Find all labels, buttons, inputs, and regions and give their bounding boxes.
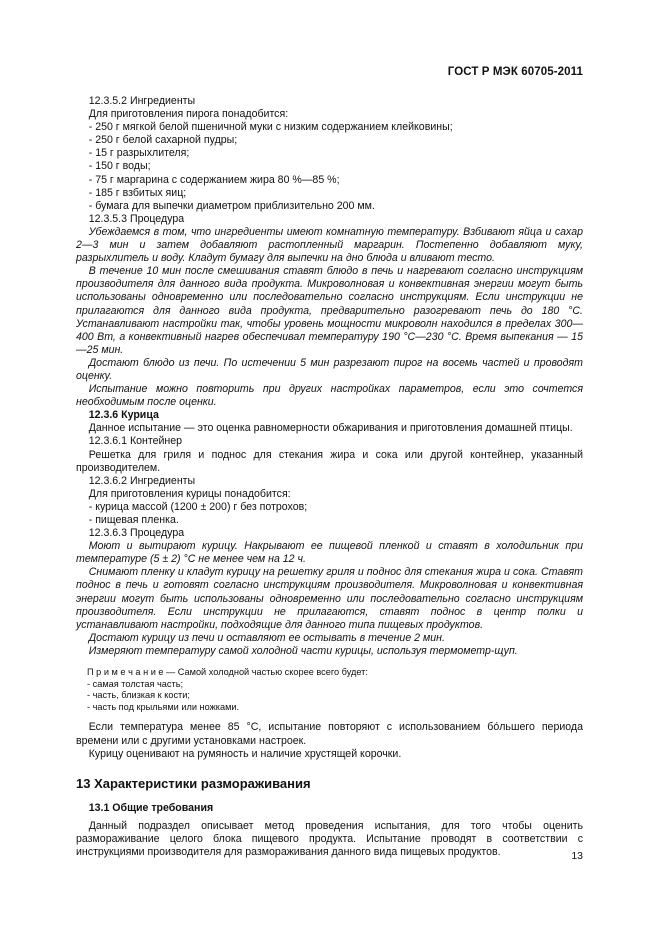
list-item: - 185 г взбитых яиц;: [88, 186, 187, 199]
paragraph: Для приготовления пирога понадобится:: [88, 108, 289, 121]
paragraph: Убеждаемся в том, что ингредиенты имеют комнатную температуру. Взбивают яйца и сахар 2—3 мин и затем добавляют растопленный маргарин. Постепенно добавляют муку, разрыхлитель и воду. Кладут бумагу для выпечки на дно блюда и вливают тесто.: [76, 225, 583, 265]
chapter-heading: 13 Характеристики размораживания: [76, 775, 311, 791]
standard-header: ГОСТ Р МЭК 60705-2011: [447, 66, 583, 78]
subsection-heading: 12.3.6.2 Ингредиенты: [88, 474, 196, 487]
list-item: - бумага для выпечки диаметром приблизительно 200 мм.: [88, 199, 375, 212]
paragraph: Испытание можно повторить при других настройках параметров, если это сочтется необходимым после оценки.: [76, 383, 583, 409]
list-item: - 75 г маргарина с содержанием жира 80 %—85 %;: [88, 173, 340, 186]
paragraph: Для приготовления курицы понадобится:: [88, 487, 291, 500]
paragraph: Данный подраздел описывает метод проведения испытания, для того чтобы оценить размораживание целого блока пищевого продукта. Испытание проводят в соответствии с инструкциями производителя для размораживания данного вида пищевых продуктов.: [76, 819, 583, 859]
note-title: П р и м е ч а н и е — Самой холодной частью скорее всего будет:: [87, 667, 368, 678]
subsection-heading: 12.3.5.3 Процедура: [88, 212, 185, 225]
list-item: - 150 г воды;: [88, 160, 151, 173]
note-item: - часть под крыльями или ножками.: [87, 701, 240, 712]
paragraph: Решетка для гриля и поднос для стекания жира и сока или другой контейнер, указанный производителем.: [76, 448, 583, 474]
subsection-heading: 12.3.6.1 Контейнер: [88, 435, 183, 448]
paragraph: Моют и вытирают курицу. Накрывают ее пищевой пленкой и ставят в холодильник при температуре (5 ± 2) °C не менее чем на 12 ч.: [76, 540, 583, 566]
paragraph: Снимают пленку и кладут курицу на решетку гриля и поднос для стекания жира и сока. Ставят поднос в печь и готовят согласно инструкциям производителя. Микроволновая и конвективная энергии могут быть использованы одновременно или последовательно согласно инструкциям производителя. Если инструкции не прилагаются, ставят поднос в центр полки и устанавливают настройки, подходящие для данного типа пищевых продуктов.: [76, 566, 583, 631]
subsection-heading: 12.3.5.2 Ингредиенты: [88, 95, 196, 107]
note-item: - самая толстая часть;: [87, 678, 184, 689]
subsection-heading: 12.3.6.3 Процедура: [88, 527, 185, 540]
page-content: [76, 95, 583, 859]
note-item: - часть, близкая к кости;: [87, 690, 190, 701]
section-heading: 12.3.6 Курица: [88, 409, 159, 422]
paragraph: Достают блюдо из печи. По истечении 5 мин разрезают пирог на восемь частей и проводят оценку.: [76, 356, 583, 382]
paragraph: Достают курицу из печи и оставляют ее остывать в течение 2 мин.: [88, 631, 445, 644]
paragraph: Если температура менее 85 °C, испытание повторяют с использованием бóльшего периода времени или с другими установками настроек.: [76, 721, 583, 747]
paragraph: Измеряют температуру самой холодной части курицы, используя термометр-щуп.: [88, 644, 518, 657]
list-item: - 250 г мягкой белой пшеничной муки с низким содержанием клейковины;: [88, 121, 453, 134]
paragraph: Курицу оценивают на румяность и наличие хрустящей корочки.: [88, 747, 402, 760]
paragraph: В течение 10 мин после смешивания ставят блюдо в печь и нагревают согласно инструкциям производителя для данного вида продукта. Микроволновая и конвективная энергии могут быть использованы одновременно или последовательно согласно инструкциям. Если инструкции не прилагаются для данного вида продукта, предварительно разогревают печь до 180 °C. Устанавливают настройки так, чтобы уровень мощности микроволн находился в пределах 300—400 Вт, а конвективный нагрев обеспечивал температуру 190 °C—230 °C. Время выпекания — 15—25 мин.: [76, 265, 583, 356]
page-number: 13: [571, 850, 583, 862]
list-item: - 15 г разрыхлителя;: [88, 147, 190, 160]
paragraph: Данное испытание — это оценка равномерности обжаривания и приготовления домашней птицы.: [88, 422, 573, 435]
list-item: - 250 г белой сахарной пудры;: [88, 134, 238, 147]
list-item: - пищевая пленка.: [88, 514, 179, 526]
list-item: - курица массой (1200 ± 200) г без потрохов;: [88, 500, 308, 513]
section-heading: 13.1 Общие требования: [88, 801, 214, 814]
note-block: [76, 667, 583, 713]
